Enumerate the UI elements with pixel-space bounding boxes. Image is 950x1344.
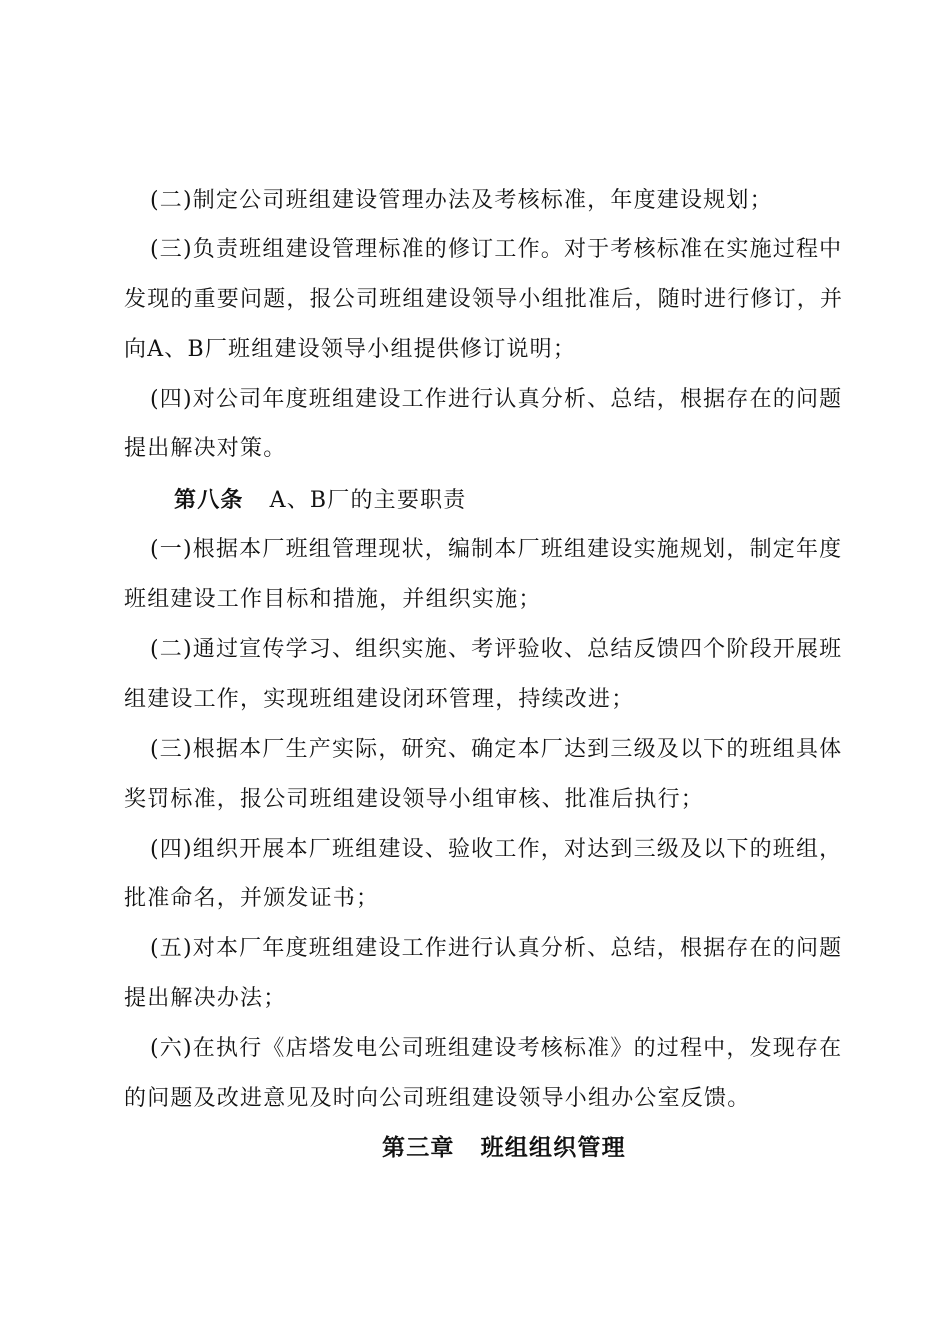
paragraph-line: (二)制定公司班组建设管理办法及考核标准，年度建设规划； (150, 188, 773, 213)
paragraph-line: (五)对本厂年度班组建设工作进行认真分析、总结，根据存在的问题 (150, 936, 843, 961)
article-title: A、B厂的主要职责 (269, 488, 467, 513)
paragraph-line: 班组建设工作目标和措施，并组织实施； (124, 587, 542, 612)
paragraph-line: 批准命名，并颁发证书； (124, 886, 380, 911)
paragraph-line: (一)根据本厂班组管理现状，编制本厂班组建设实施规划，制定年度 (150, 537, 843, 562)
article-heading (174, 480, 950, 520)
chapter-heading (382, 1128, 950, 1168)
paragraph-line: 提出解决办法； (124, 986, 287, 1011)
paragraph-line: (三)负责班组建设管理标准的修订工作。对于考核标准在实施过程中 (150, 237, 843, 262)
paragraph-line: 发现的重要问题，报公司班组建设领导小组批准后，随时进行修订，并 (124, 287, 844, 312)
paragraph-line: (三)根据本厂生产实际，研究、确定本厂达到三级及以下的班组具体 (150, 737, 843, 762)
paragraph-line: 奖罚标准，报公司班组建设领导小组审核、批准后执行； (124, 787, 705, 812)
chapter-title: 班组组织管理 (480, 1134, 626, 1161)
paragraph-line: 的问题及改进意见及时向公司班组建设领导小组办公室反馈。 (124, 1086, 751, 1111)
paragraph-line: (四)组织开展本厂班组建设、验收工作，对达到三级及以下的班组， (150, 837, 843, 862)
paragraph-line: 提出解决对策。 (124, 436, 287, 461)
paragraph-line: (二)通过宣传学习、组织实施、考评验收、总结反馈四个阶段开展班 (150, 637, 843, 662)
paragraph-line: 组建设工作，实现班组建设闭环管理，持续改进； (124, 687, 635, 712)
article-number: 第八条 (174, 487, 244, 513)
paragraph-line: (六)在执行《店塔发电公司班组建设考核标准》的过程中，发现存在 (150, 1036, 843, 1061)
paragraph-line: (四)对公司年度班组建设工作进行认真分析、总结，根据存在的问题 (150, 387, 843, 412)
chapter-number: 第三章 (382, 1134, 455, 1161)
paragraph-line: 向A、B厂班组建设领导小组提供修订说明； (124, 337, 577, 362)
